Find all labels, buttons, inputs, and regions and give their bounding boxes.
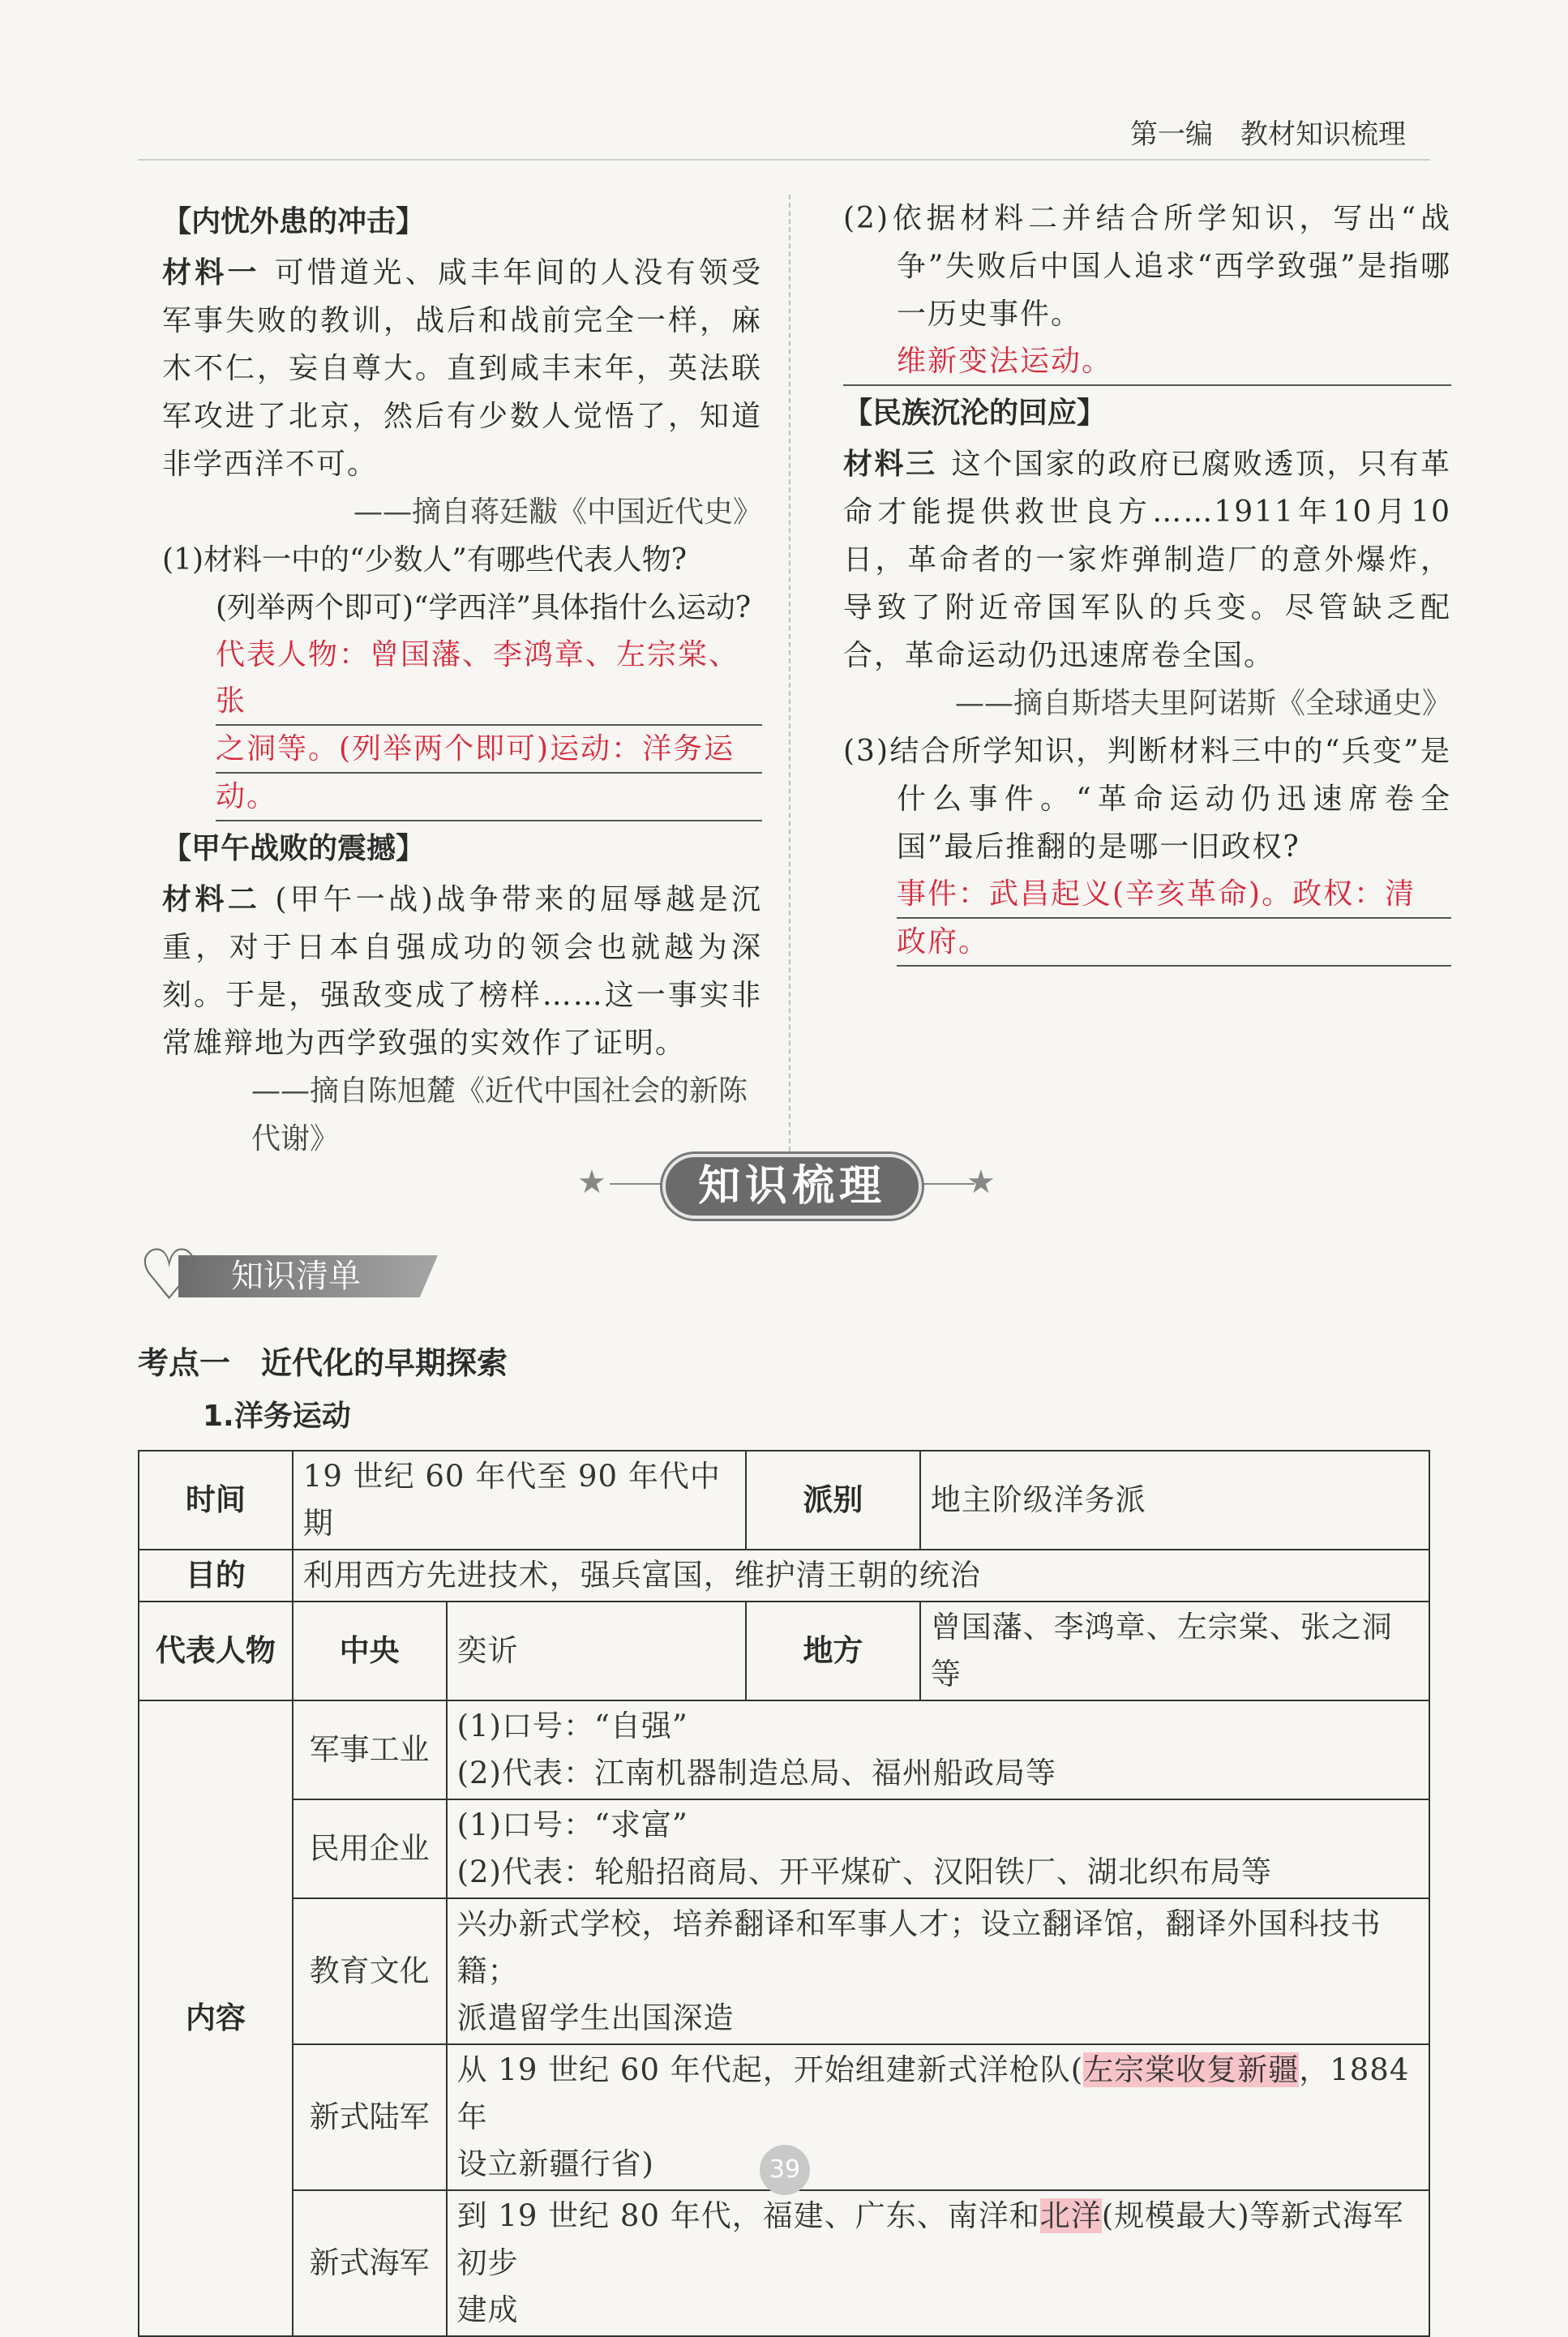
content-label-army: 新式陆军 [293,2044,447,2190]
answer-3 [843,871,1451,967]
answer-1-line-3: 动。 [216,774,762,821]
content-line: 兴办新式学校，培养翻译和军事人才；设立翻译馆，翻译外国科技书籍； [456,1906,1382,1988]
faction-value: 地主阶级洋务派 [920,1451,1429,1550]
answer-1-line-2: 之洞等。(列举两个即可)运动：洋务运 [216,726,762,774]
faction-header: 派别 [746,1451,920,1550]
local-header: 地方 [746,1602,920,1700]
question-3: (3)结合所学知识，判断材料三中的“兵变”是什么事件。“革命运动仍迅速席卷全国”最后推翻的是哪一旧政权? [843,735,1451,864]
answer-1 [162,632,762,821]
table-row [139,2190,1429,2336]
material-2-source: ——摘自陈旭麓《近代中国社会的新陈代谢》 [251,1074,748,1156]
question-1-line-1: (1)材料一中的“少数人”有哪些代表人物? [162,543,688,577]
content-navy [447,2190,1429,2336]
answer-3-line-1: 事件：武昌起义(辛亥革命)。政权：清 [897,871,1451,919]
material-2-label: 材料二 [162,883,261,916]
key-point-title: 考点一 近代化的早期探索 [138,1345,508,1381]
content-label-military: 军事工业 [293,1700,447,1799]
table-row [139,1700,1429,1799]
page-number: 39 [760,2145,810,2195]
banner-line-left [610,1183,666,1185]
time-header: 时间 [139,1451,293,1550]
section-tag [138,1235,446,1316]
section-title-2: 【甲午战败的震撼】 [162,832,426,865]
content-army [447,2044,1429,2190]
column-divider [789,195,790,1168]
content-line: (1)口号：“自强” [456,1709,688,1743]
content-header: 内容 [139,1700,293,2336]
content-civil [447,1799,1429,1898]
central-header: 中央 [293,1602,447,1700]
content-line: (2)代表：江南机器制造总局、福州船政局等 [456,1756,1056,1790]
content-line: (2)代表：轮船招商局、开平煤矿、汉阳铁厂、湖北织布局等 [456,1855,1272,1889]
text-segment: 到 19 世纪 80 年代，福建、广东、南洋和 [456,2198,1040,2233]
content-line [457,2047,1419,2141]
material-3-text: 这个国家的政府已腐败透顶，只有革命才能提供救世良方……1911年10月10日，革命者的一家炸弹制造厂的意外爆炸，导致了附近帝国军队的兵变。尽管缺乏配合，革命运动仍迅速席卷全国。 [843,448,1451,672]
table-row [139,1602,1429,1700]
text-segment: ，1884 年 [456,2052,1410,2134]
table-row [139,1550,1429,1602]
time-value: 19 世纪 60 年代至 90 年代中期 [293,1451,746,1550]
material-1-text: 可惜道光、咸丰年间的人没有领受军事失败的教训，战后和战前完全一样，麻木不仁，妄自尊大。直到咸丰末年，英法联军攻进了北京，然后有少数人觉悟了，知道非学西洋不可。 [162,256,762,481]
content-education [447,1898,1429,2044]
central-value: 奕䜣 [447,1602,747,1700]
westernization-table [138,1450,1430,2337]
material-1-label: 材料一 [162,256,260,289]
material-3-label: 材料三 [843,448,937,481]
material-3-source: ——摘自斯塔夫里阿诺斯《全球通史》 [954,687,1451,720]
table-row [139,1799,1429,1898]
right-column [843,195,1451,967]
table-row [139,1898,1429,2044]
knowledge-banner [577,1147,1007,1229]
header-rule [138,159,1430,161]
highlighted-text: 北洋 [1039,2198,1102,2233]
answer-2: 维新变法运动。 [843,338,1451,386]
answer-3-line-2: 政府。 [897,919,1451,967]
answer-1-line-1: 代表人物：曾国藩、李鸿章、左宗棠、张 [216,632,762,726]
text-segment: 从 19 世纪 60 年代起，开始组建新式洋枪队( [456,2052,1084,2087]
content-line: 设立新疆行省) [456,2146,654,2181]
heart-icon: ♡ [138,1235,201,1316]
content-label-civil: 民用企业 [293,1799,447,1898]
text-segment: (规模最大)等新式海军初步 [456,2198,1404,2280]
material-3 [843,440,1451,680]
table-row [139,1451,1429,1550]
content-line: 建成 [456,2292,519,2327]
running-header: 第一编 教材知识梳理 [1130,118,1406,151]
content-line: (1)口号：“求富” [456,1807,688,1842]
star-icon: ★ [577,1164,606,1201]
local-value: 曾国藩、李鸿章、左宗棠、张之洞等 [920,1602,1429,1700]
content-label-navy: 新式海军 [293,2190,447,2336]
question-1 [162,536,762,632]
content-label-education: 教育文化 [293,1898,447,2044]
material-1-source: ——摘自蒋廷黻《中国近代史》 [353,495,762,529]
material-2-text: (甲午一战)战争带来的屈辱越是沉重，对于日本自强成功的领会也就越为深刻。于是，强敌变成了榜样……这一事实非常雄辩地为西学致强的实效作了证明。 [162,883,762,1060]
star-icon: ★ [966,1164,996,1201]
content-military [447,1700,1429,1799]
goal-value: 利用西方先进技术，强兵富国，维护清王朝的统治 [293,1550,1429,1602]
left-column [162,195,762,1163]
content-line [457,2193,1419,2287]
highlighted-text: 左宗棠收复新疆 [1083,2052,1300,2087]
content-line: 派遣留学生出国深造 [456,2000,735,2035]
banner-title: 知识梳理 [662,1154,922,1219]
section-title-1: 【内忧外患的冲击】 [162,205,426,238]
tag-label: 知识清单 [231,1258,361,1295]
section-title-3: 【民族沉沦的回应】 [843,397,1107,430]
question-1-line-2: (列举两个即可)“学西洋”具体指什么运动? [216,591,752,624]
sub-title: 1.洋务运动 [203,1400,351,1433]
goal-header: 目的 [139,1550,293,1602]
material-1 [162,249,762,488]
material-2 [162,876,762,1067]
question-2: (2)依据材料二并结合所学知识，写出“战争”失败后中国人追求“西学致强”是指哪一历史事件。 [843,202,1451,331]
rep-header: 代表人物 [139,1602,293,1700]
